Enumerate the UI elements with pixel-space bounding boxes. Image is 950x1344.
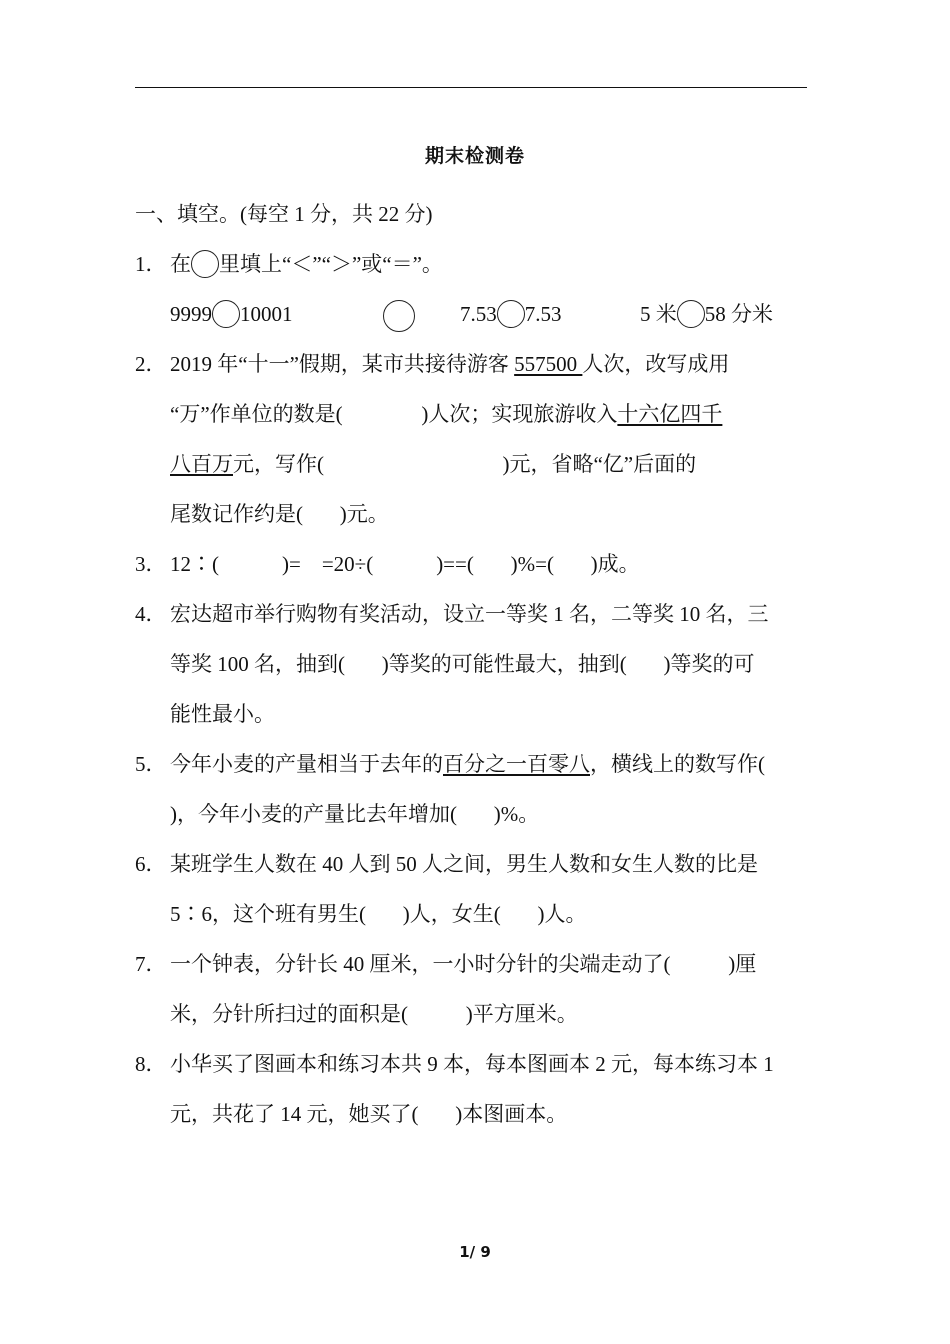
question-1-prompt: 在 里填上“＜”“＞”或“＝”。 <box>170 252 443 276</box>
question-2-number: 2． <box>135 352 167 376</box>
comparison-circle-example <box>191 250 219 278</box>
comparison-2 <box>383 300 415 332</box>
question-8-line-2: 元，共花了 14 元，她买了( )本图画本。 <box>170 1102 568 1126</box>
question-3-number: 3． <box>135 552 167 576</box>
question-8-line-1: 小华买了图画本和练习本共 9 本，每本图画本 2 元，每本练习本 1 <box>170 1052 774 1076</box>
comparison-circle-2[interactable] <box>383 300 415 332</box>
question-8-number: 8． <box>135 1052 167 1076</box>
comparison-circle-3[interactable] <box>497 300 525 328</box>
question-5-line-2: )，今年小麦的产量比去年增加( )%。 <box>170 802 540 826</box>
comparison-circle-4[interactable] <box>677 300 705 328</box>
question-2-line-1: 2019 年“十一”假期，某市共接待游客 557500 人次，改写成用 <box>170 352 730 376</box>
comparison-1: 9999 10001 <box>170 302 293 326</box>
header-rule <box>135 87 807 88</box>
question-4-line-3: 能性最小。 <box>170 702 275 726</box>
comparison-4: 5 米 58 分米 <box>640 302 773 326</box>
question-5-number: 5． <box>135 752 167 776</box>
comparison-3: 7.53 7.53 <box>460 302 562 326</box>
question-2-line-2: “万”作单位的数是( )人次；实现旅游收入十六亿四千 <box>170 402 723 426</box>
question-4-line-1: 宏达超市举行购物有奖活动，设立一等奖 1 名，二等奖 10 名，三 <box>170 602 769 626</box>
question-4-line-2: 等奖 100 名，抽到( )等奖的可能性最大，抽到( )等奖的可 <box>170 652 755 676</box>
question-1-number: 1． <box>135 252 167 276</box>
question-2-line-4: 尾数记作约是( )元。 <box>170 502 389 526</box>
page-title: 期末检测卷 <box>424 145 525 167</box>
question-6-line-1: 某班学生人数在 40 人到 50 人之间，男生人数和女生人数的比是 <box>170 852 758 876</box>
question-6-line-2: 5∶6，这个班有男生( )人，女生( )人。 <box>170 902 587 926</box>
question-6-number: 6． <box>135 852 167 876</box>
question-4-number: 4． <box>135 602 167 626</box>
question-3-text: 12∶( )= =20÷( )==( )%=( )成。 <box>170 552 640 576</box>
question-2-line-3: 八百万元，写作( )元，省略“亿”后面的 <box>170 452 697 476</box>
question-7-line-2: 米，分针所扫过的面积是( )平方厘米。 <box>170 1002 578 1026</box>
page-number: 1/ 9 <box>459 1243 491 1261</box>
comparison-circle-1[interactable] <box>212 300 240 328</box>
section-heading: 一、填空。(每空 1 分，共 22 分) <box>135 202 433 226</box>
question-7-line-1: 一个钟表，分针长 40 厘米，一小时分针的尖端走动了( )厘 <box>170 952 757 976</box>
question-5-line-1: 今年小麦的产量相当于去年的百分之一百零八，横线上的数写作( <box>170 752 765 776</box>
question-7-number: 7． <box>135 952 167 976</box>
